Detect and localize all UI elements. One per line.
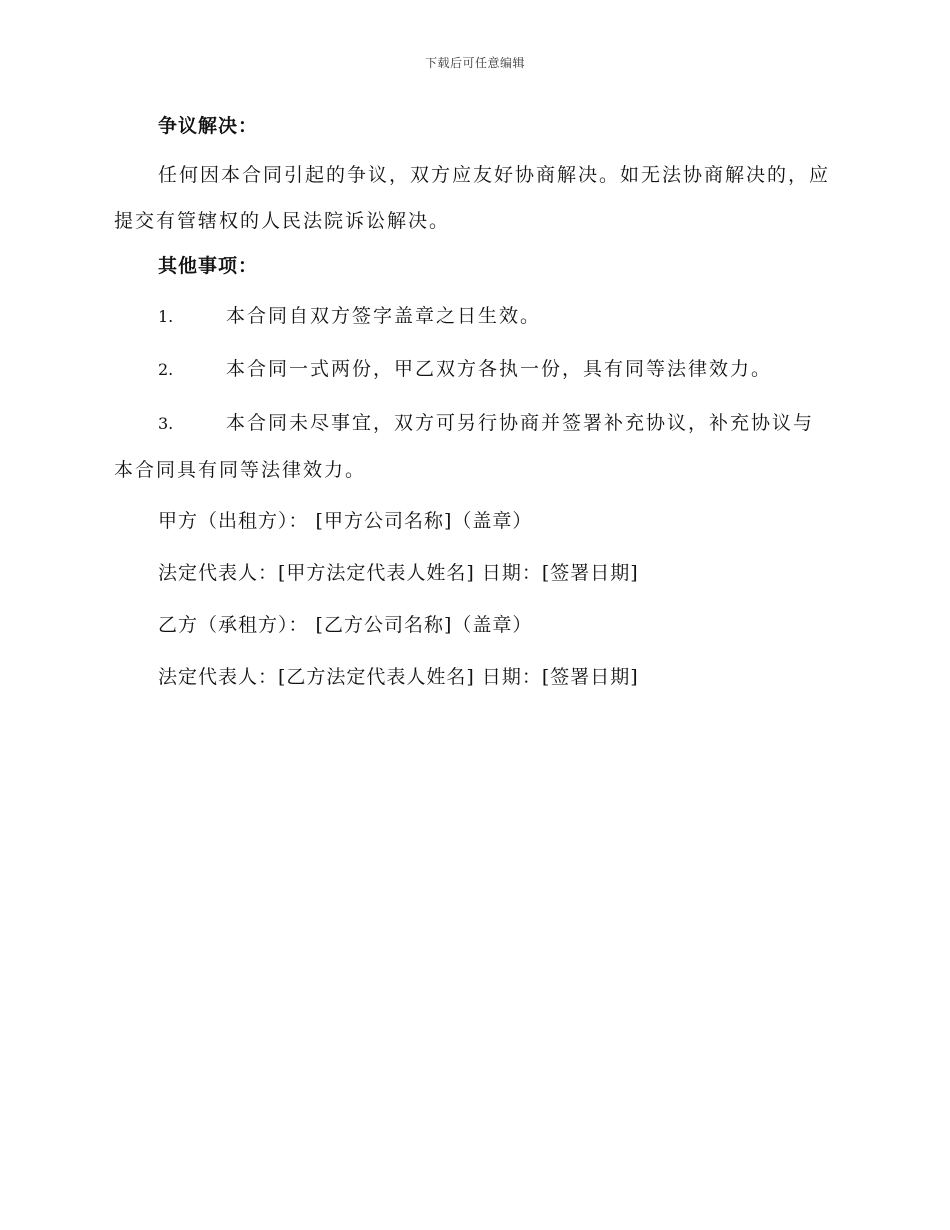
page-header: 下载后可任意编辑 xyxy=(424,56,525,70)
other-heading: 其他事项： xyxy=(158,255,259,277)
list-item xyxy=(114,347,834,392)
list-item-number: 1. xyxy=(158,307,174,326)
list-item xyxy=(114,294,834,339)
document-body xyxy=(114,110,834,699)
list-item-text: 本合同未尽事宜，双方可另行协商并签署补充协议，补充协议与本合同具有同等法律效力。 xyxy=(114,412,815,481)
dispute-paragraph: 任何因本合同引起的争议，双方应友好协商解决。如无法协商解决的，应提交有管辖权的人民法院诉讼解决。 xyxy=(114,164,831,232)
list-item-text: 本合同一式两份，甲乙双方各执一份，具有同等法律效力。 xyxy=(226,358,773,380)
party-a-representative-line: 法定代表人：[甲方法定代表人姓名] 日期：[签署日期] xyxy=(158,562,639,584)
party-b-representative-line: 法定代表人：[乙方法定代表人姓名] 日期：[签署日期] xyxy=(158,666,639,688)
list-item-text: 本合同自双方签字盖章之日生效。 xyxy=(226,305,542,327)
list-item-number: 3. xyxy=(158,414,174,433)
list-item xyxy=(114,400,834,493)
list-item-number: 2. xyxy=(158,360,174,379)
dispute-heading: 争议解决： xyxy=(158,115,259,137)
party-a-line: 甲方（出租方）： [甲方公司名称]（盖章） xyxy=(158,510,533,532)
party-b-line: 乙方（承租方）： [乙方公司名称]（盖章） xyxy=(158,614,533,636)
